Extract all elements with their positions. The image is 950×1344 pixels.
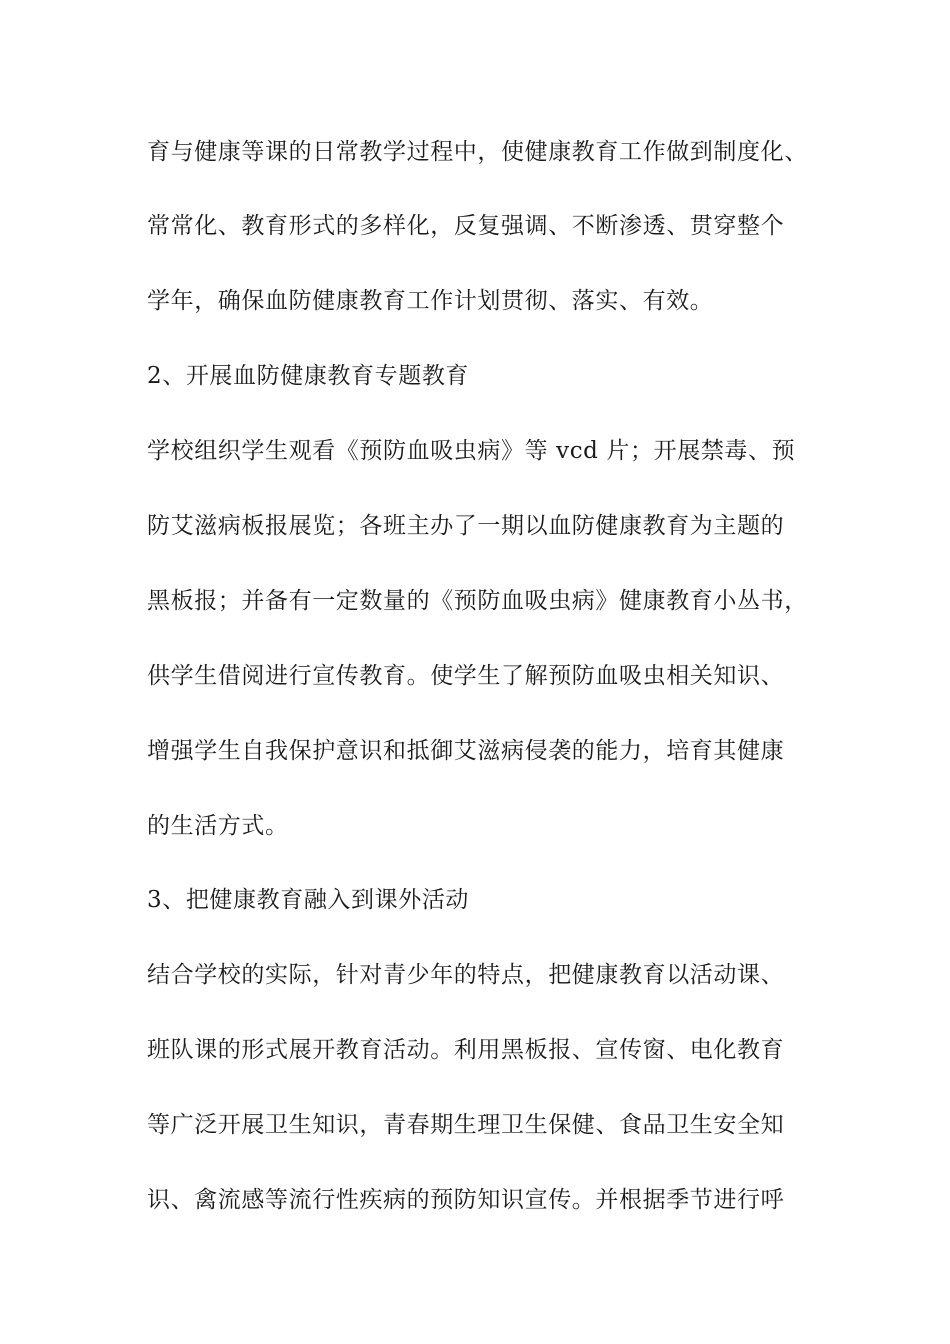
paragraph-line: 供学生借阅进行宣传教育。使学生了解预防血吸虫相关知识、 <box>147 663 785 689</box>
paragraph-line: 等广泛开展卫生知识，青春期生理卫生保健、食品卫生安全知 <box>147 1112 785 1138</box>
paragraph-line: 学校组织学生观看《预防血吸虫病》等 vcd 片；开展禁毒、预 <box>147 438 796 464</box>
paragraph-line: 学年，确保血防健康教育工作计划贯彻、落实、有效。 <box>147 288 714 314</box>
paragraph-line: 增强学生自我保护意识和抵御艾滋病侵袭的能力，培育其健康 <box>147 738 785 764</box>
paragraph-line: 育与健康等课的日常教学过程中，使健康教育工作做到制度化、 <box>147 139 808 165</box>
section-heading: 2、开展血防健康教育专题教育 <box>147 363 470 389</box>
paragraph-line: 结合学校的实际，针对青少年的特点，把健康教育以活动课、 <box>147 962 785 988</box>
section-heading: 3、把健康教育融入到课外活动 <box>147 887 470 913</box>
paragraph-line: 黑板报；并备有一定数量的《预防血吸虫病》健康教育小丛书， <box>147 588 808 614</box>
paragraph-line: 班队课的形式展开教育活动。利用黑板报、宣传窗、电化教育 <box>147 1037 785 1063</box>
paragraph-line: 常常化、教育形式的多样化，反复强调、不断渗透、贯穿整个 <box>147 213 785 239</box>
paragraph-line: 防艾滋病板报展览；各班主办了一期以血防健康教育为主题的 <box>147 513 785 539</box>
paragraph-line: 的生活方式。 <box>147 813 289 839</box>
paragraph-line: 识、禽流感等流行性疾病的预防知识宣传。并根据季节进行呼 <box>147 1187 785 1213</box>
